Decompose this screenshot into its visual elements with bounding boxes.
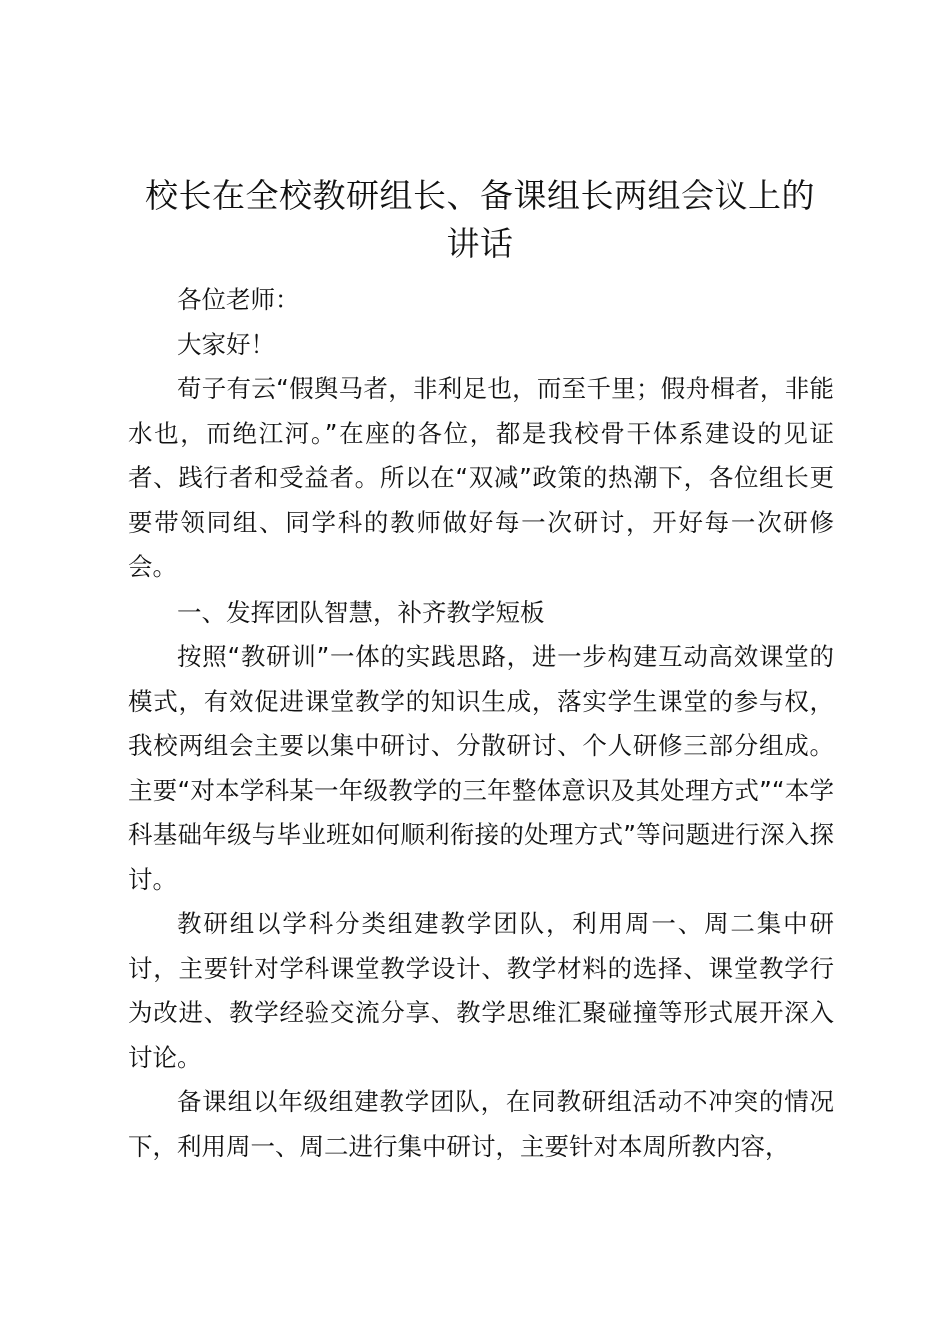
title-line-2: 讲话 bbox=[446, 224, 514, 263]
document-title bbox=[110, 172, 850, 268]
salutation: 各位老师： bbox=[177, 285, 300, 314]
section-heading-1: 一、发挥团队智慧，补齐教学短板 bbox=[177, 597, 545, 627]
paragraph-teaching-group: 教研组以学科分类组建教学团队，利用周一、周二集中研讨，主要针对学科课堂教学设计、教学材料的选择、课堂教学行为改进、教学经验交流分享、教学思维汇聚碰撞等形式展开深入讨论。 bbox=[128, 909, 834, 1072]
title-line-1: 校长在全校教研组长、备课组长两组会议上的 bbox=[145, 176, 815, 215]
paragraph-section-1: 按照“教研训”一体的实践思路，进一步构建互动高效课堂的模式，有效促进课堂教学的知识生成，落实学生课堂的参与权，我校两组会主要以集中研讨、分散研讨、个人研修三部分组成。主要“对本学科某一年级教学的三年整体意识及其处理方式”“本学科基础年级与毕业班如何顺利衔接的处理方式”等问题进行深入探讨。 bbox=[128, 642, 834, 894]
greeting: 大家好！ bbox=[177, 329, 275, 359]
paragraph-intro: 荀子有云“假舆马者，非利足也，而至千里；假舟楫者，非能水也，而绝江河。”在座的各位，都是我校骨干体系建设的见证者、践行者和受益者。所以在“双减”政策的热潮下，各位组长更要带领同组、同学科的教师做好每一次研讨，开好每一次研修会。 bbox=[128, 374, 834, 581]
paragraph-lesson-prep-group: 备课组以年级组建教学团队，在同教研组活动不冲突的情况下，利用周一、周二进行集中研讨，主要针对本周所教内容， bbox=[128, 1087, 834, 1161]
document-body bbox=[128, 278, 834, 1169]
